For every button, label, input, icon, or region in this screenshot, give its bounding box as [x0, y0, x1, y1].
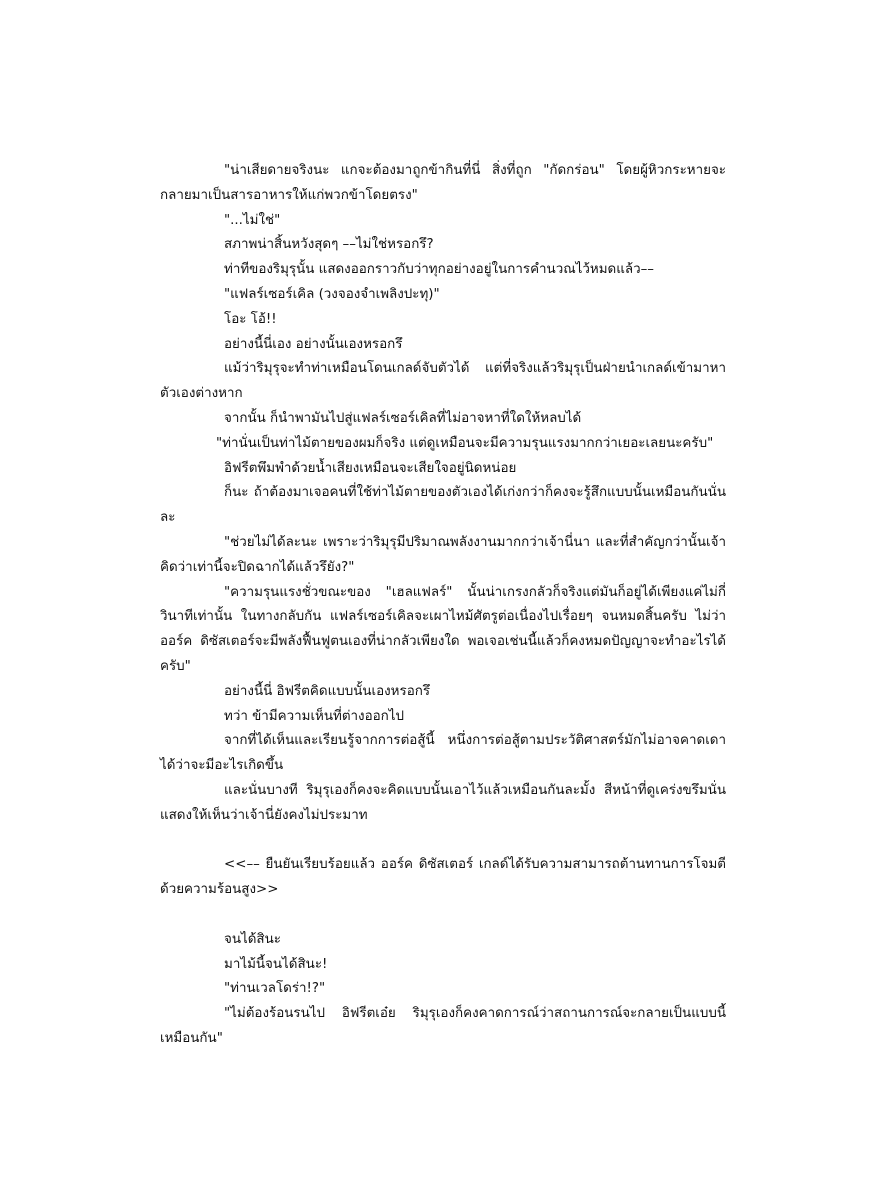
paragraph: แม้ว่าริมุรุจะทำท่าเหมือนโดนเกลด์จับตัวได้ แต่ที่จริงแล้วริมุรุเป็นฝ่ายนำเกลด์เข้ามาหาตัวเองต่างหาก	[160, 361, 726, 402]
paragraph: สภาพน่าสิ้นหวังสุดๆ ––ไม่ใช่หรอกรึ?	[224, 237, 434, 253]
paragraph: "แฟลร์เซอร์เคิล (วงจองจำเพลิงปะทุ)"	[224, 286, 440, 302]
paragraph: จากนั้น ก็นำพามันไปสู่แฟลร์เซอร์เคิลที่ไม่อาจหาที่ใดให้หลบได้	[224, 410, 582, 426]
paragraph: "ช่วยไม่ได้ละนะ เพราะว่าริมุรุมีปริมาณพลังงานมากกว่าเจ้านี่นา และที่สำคัญกว่านั้นเจ้าคิดว่าเท่านี้จะปิดฉากได้แล้วรึยัง?"	[160, 534, 726, 575]
paragraph: อิฟรีตพึมพำด้วยน้ำเสียงเหมือนจะเสียใจอยู่นิดหน่อย	[224, 460, 517, 476]
paragraph: ก็นะ ถ้าต้องมาเจอคนที่ใช้ท่าไม้ตายของตัวเองได้เก่งกว่าก็คงจะรู้สึกแบบนั้นเหมือนกันนั่นละ	[160, 485, 726, 526]
paragraph: ท่าทีของริมุรุนั้น แสดงออกราวกับว่าทุกอย่างอยู่ในการคำนวณไว้หมดแล้ว––	[224, 262, 654, 278]
paragraph: จากที่ได้เห็นและเรียนรู้จากการต่อสู้นี้ หนึ่งการต่อสู้ตามประวัติศาสตร์มักไม่อาจคาดเดาได้ว่าจะมีอะไรเกิดขึ้น	[160, 733, 726, 774]
paragraph: "ความรุนแรงชั่วขณะของ "เฮลแฟลร์" นั้นน่าเกรงกลัวก็จริงแต่มันก็อยู่ได้เพียงแค่ไม่กี่วินาทีเท่านั้น ในทางกลับกัน แฟลร์เซอร์เคิลจะเผาไหม้ศัตรูต่อเนื่องไปเรื่อยๆ จนหมดสิ้นครับ ไม่ว่าออร์ค ดิซัสเตอร์จะมีพลังฟื้นฟูตนเองที่น่ากลัวเพียงใด พอเจอเช่นนี้แล้วก็คงหมดปัญญาจะทำอะไรได้ครับ"	[160, 584, 726, 674]
paragraph: "ท่านั่นเป็นท่าไม้ตายของผมก็จริง แต่ดูเหมือนจะมีความรุนแรงมากกว่าเยอะเลยนะครับ"	[216, 435, 714, 451]
paragraph: มาไม้นี้จนได้สินะ!	[224, 956, 328, 972]
document-body	[160, 159, 726, 1052]
paragraph: จนได้สินะ	[224, 931, 281, 947]
paragraph: อย่างนี้นี่เอง อย่างนั้นเองหรอกรึ	[224, 336, 403, 352]
system-message: <<–– ยืนยันเรียบร้อยแล้ว ออร์ค ดิซัสเตอร์ เกลด์ได้รับความสามารถต้านทานการโจมตีด้วยความร้อนสูง>>	[160, 857, 726, 898]
blank-line	[160, 903, 726, 928]
blank-line	[160, 829, 726, 854]
paragraph: อย่างนี้นี่ อิฟรีตคิดแบบนั้นเองหรอกรึ	[224, 683, 431, 699]
paragraph: "น่าเสียดายจริงนะ แกจะต้องมาถูกข้ากินที่นี่ สิ่งที่ถูก "กัดกร่อน" โดยผู้หิวกระหายจะกลายมาเป็นสารอาหารให้แก่พวกข้าโดยตรง"	[160, 163, 726, 203]
paragraph: โอะ โอ้!!	[224, 311, 277, 327]
paragraph: ทว่า ข้ามีความเห็นที่ต่างออกไป	[224, 708, 405, 724]
paragraph: "ไม่ต้องร้อนรนไป อิฟรีตเอ๋ย ริมุรุเองก็คงคาดการณ์ว่าสถานการณ์จะกลายเป็นแบบนี้เหมือนกัน"	[160, 1006, 726, 1046]
paragraph: และนั่นบางที ริมุรุเองก็คงจะคิดแบบนั้นเอาไว้แล้วเหมือนกันละมั้ง สีหน้าที่ดูเคร่งขรึมนั่นแสดงให้เห็นว่าเจ้านี่ยังคงไม่ประมาท	[160, 782, 726, 823]
paragraph: "...ไม่ใช่"	[224, 212, 281, 228]
paragraph: "ท่านเวลโดร่า!?"	[224, 981, 326, 997]
